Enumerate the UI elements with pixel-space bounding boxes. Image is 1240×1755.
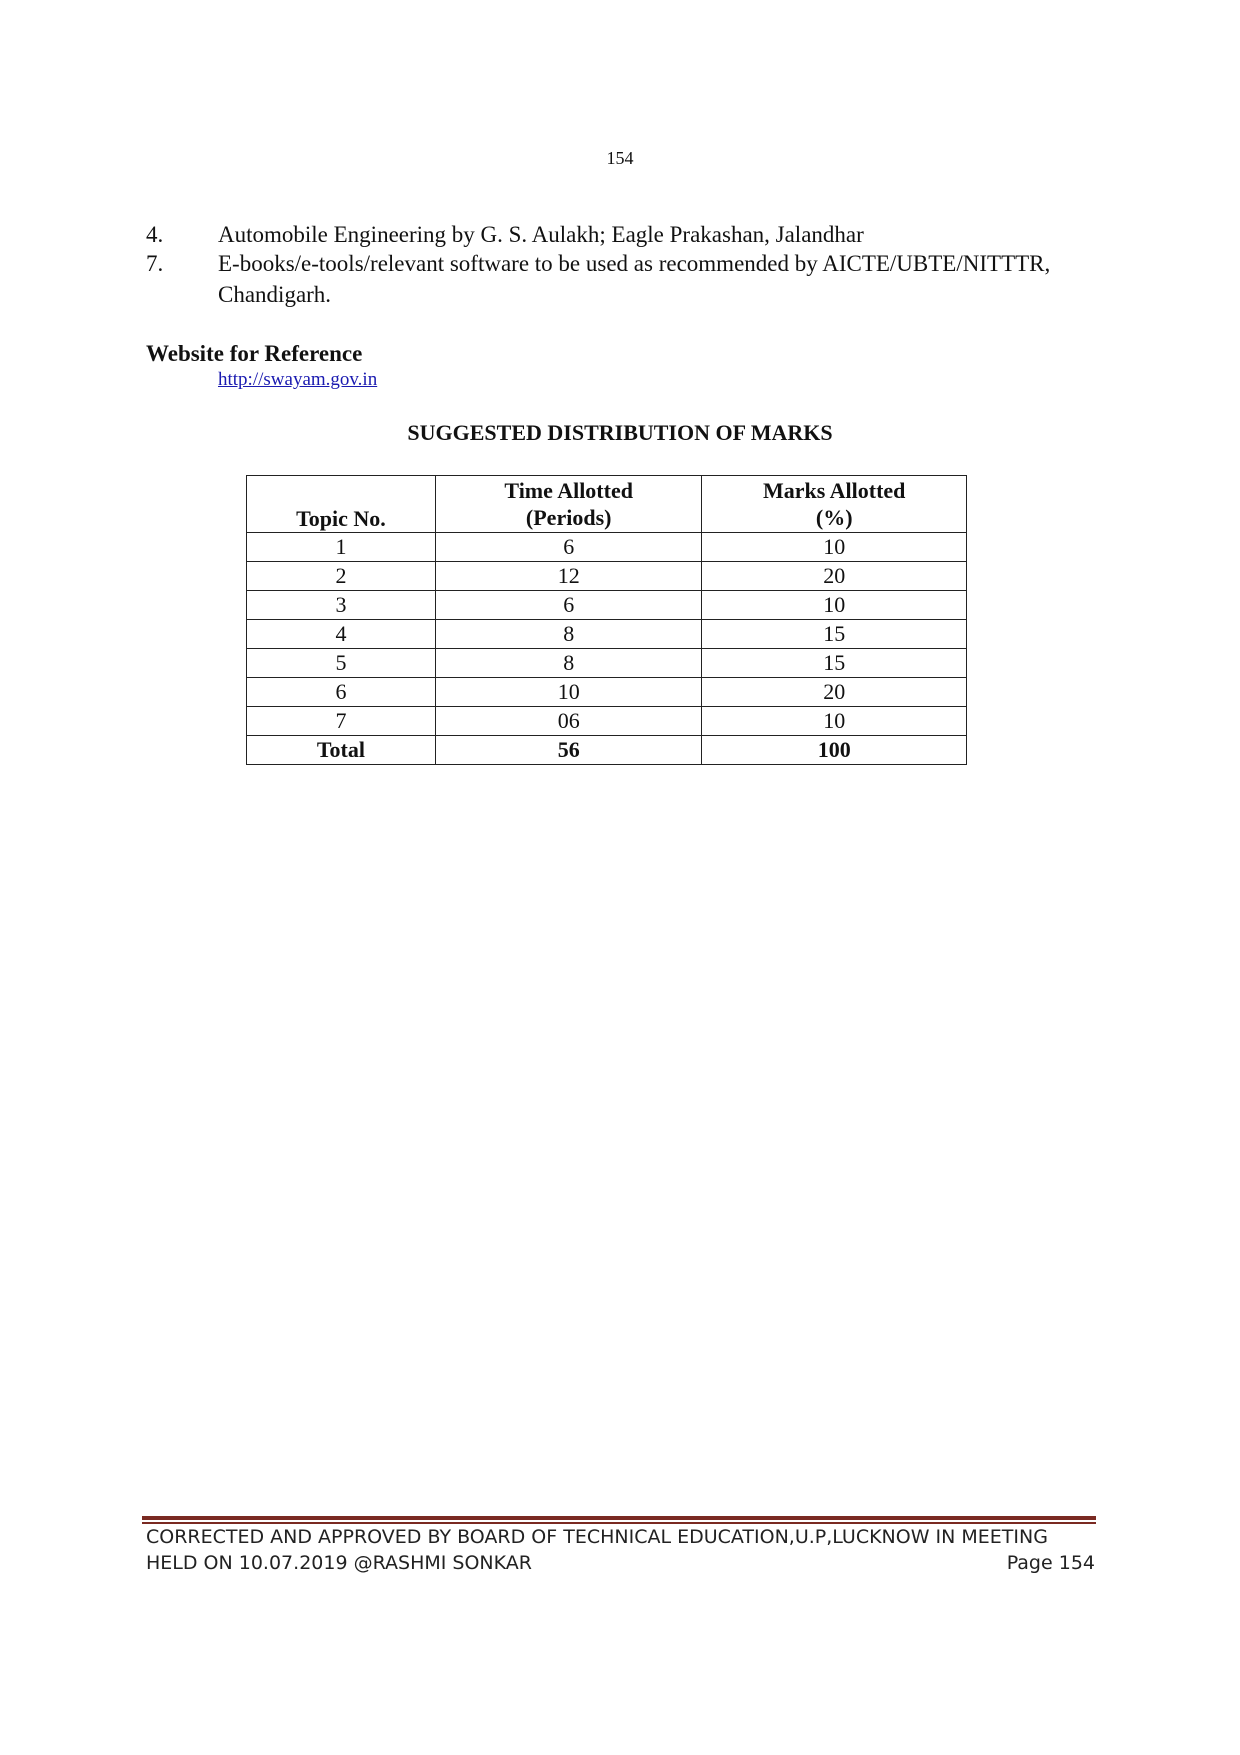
cell-topic: 5	[247, 649, 436, 678]
table-total-row	[247, 736, 967, 765]
table-row	[247, 678, 967, 707]
header-marks-line1: Marks Allotted	[763, 478, 906, 503]
cell-topic: 1	[247, 533, 436, 562]
reference-number: 7.	[146, 251, 164, 276]
header-time-allotted	[435, 476, 702, 533]
table-row	[247, 649, 967, 678]
website-link[interactable]: http://swayam.gov.in	[218, 369, 378, 390]
cell-time: 10	[435, 678, 702, 707]
header-marks-line2: (%)	[815, 505, 853, 530]
table-row	[247, 707, 967, 736]
reference-number: 4.	[146, 222, 164, 247]
table-header-row	[247, 476, 967, 533]
cell-time: 6	[435, 591, 702, 620]
cell-topic: 4	[247, 620, 436, 649]
reference-text: E-books/e-tools/relevant software to be used as recommended by AICTE/UBTE/NITTTR,	[218, 251, 1051, 276]
cell-marks: 15	[702, 620, 967, 649]
table-row	[247, 591, 967, 620]
cell-time: 12	[435, 562, 702, 591]
header-topic-no: Topic No.	[247, 476, 436, 533]
cell-topic: 3	[247, 591, 436, 620]
cell-total-marks: 100	[702, 736, 967, 765]
cell-time: 8	[435, 649, 702, 678]
cell-marks: 10	[702, 533, 967, 562]
footer-divider-thin	[142, 1522, 1096, 1524]
marks-distribution-table	[246, 475, 967, 765]
header-marks-allotted	[702, 476, 967, 533]
table-title: SUGGESTED DISTRIBUTION OF MARKS	[407, 420, 833, 445]
cell-total-time: 56	[435, 736, 702, 765]
cell-time: 8	[435, 620, 702, 649]
header-time-line2: (Periods)	[525, 505, 612, 530]
table-row	[247, 562, 967, 591]
cell-marks: 20	[702, 678, 967, 707]
header-time-line1: Time Allotted	[504, 478, 633, 503]
cell-topic: 2	[247, 562, 436, 591]
cell-marks: 10	[702, 707, 967, 736]
footer-page-number: Page 154	[1006, 1552, 1095, 1574]
cell-marks: 20	[702, 562, 967, 591]
reference-text-continuation: Chandigarh.	[218, 282, 332, 307]
cell-time: 6	[435, 533, 702, 562]
footer-meeting-text: HELD ON 10.07.2019 @RASHMI SONKAR	[146, 1552, 532, 1574]
footer-divider	[142, 1516, 1096, 1520]
cell-marks: 10	[702, 591, 967, 620]
table-row	[247, 620, 967, 649]
reference-text: Automobile Engineering by G. S. Aulakh; Eagle Prakashan, Jalandhar	[218, 222, 864, 247]
cell-topic: 7	[247, 707, 436, 736]
website-heading: Website for Reference	[146, 341, 363, 366]
cell-marks: 15	[702, 649, 967, 678]
page-number: 154	[606, 148, 634, 168]
cell-time: 06	[435, 707, 702, 736]
footer-approval-text: CORRECTED AND APPROVED BY BOARD OF TECHNICAL EDUCATION,U.P,LUCKNOW IN MEETING	[146, 1526, 1048, 1548]
table-row	[247, 533, 967, 562]
cell-topic: 6	[247, 678, 436, 707]
cell-total-label: Total	[247, 736, 436, 765]
